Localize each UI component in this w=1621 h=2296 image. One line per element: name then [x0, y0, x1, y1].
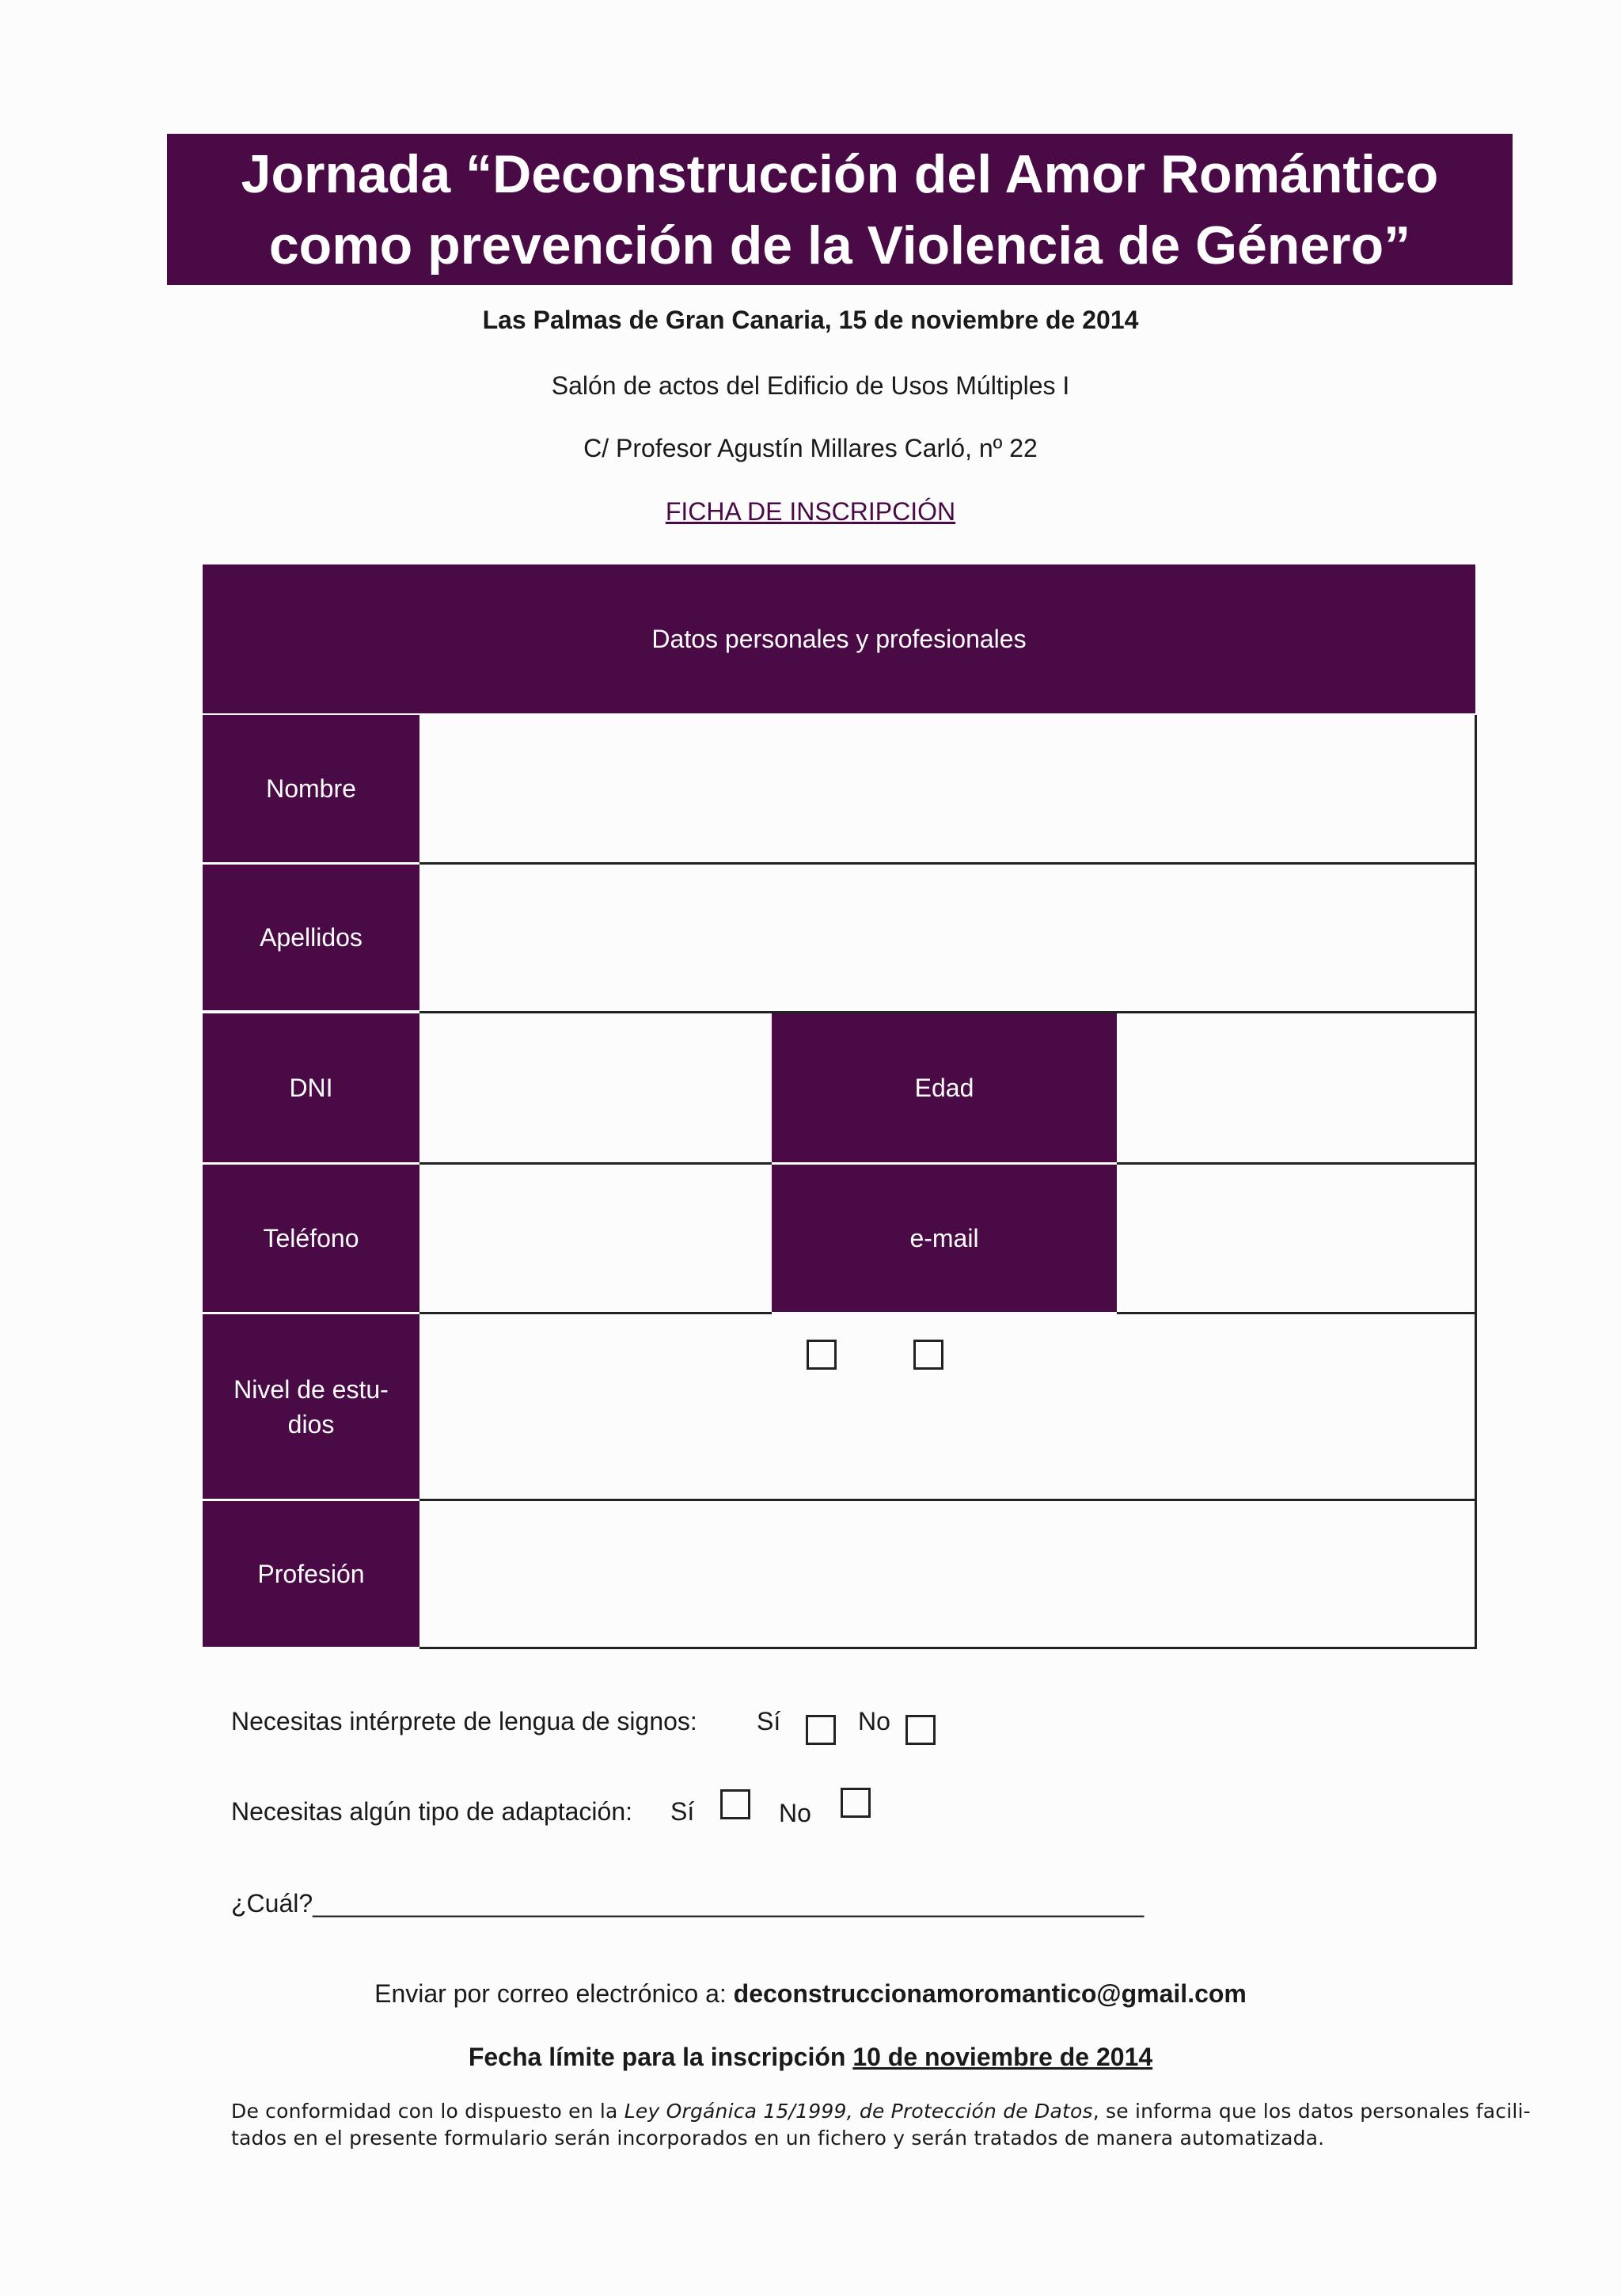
send-instructions: [0, 1979, 1621, 2009]
nivel-estudios-field: [419, 1314, 1477, 1501]
label-email: e-mail: [772, 1165, 1117, 1312]
interprete-si-checkbox[interactable]: [806, 1715, 836, 1745]
deadline-prefix: Fecha límite para la inscripción: [468, 2043, 846, 2071]
legal-line-2: tados en el presente formulario serán incorporados en un fichero y serán tratados de manera automatizada.: [231, 2127, 1325, 2150]
nivel-estudios-checkbox-1[interactable]: [807, 1340, 837, 1370]
label-nombre: Nombre: [203, 715, 419, 862]
profesion-field[interactable]: [419, 1501, 1477, 1649]
adaptacion-si-checkbox[interactable]: [720, 1789, 750, 1819]
adaptacion-no-checkbox[interactable]: [841, 1788, 871, 1818]
form-title: FICHA DE INSCRIPCIÓN: [665, 497, 956, 526]
dni-field[interactable]: [419, 1013, 772, 1165]
legal-part-1: De conformidad con lo dispuesto en la: [231, 2100, 618, 2123]
label-nivel-estudios: [203, 1314, 419, 1499]
deadline-date: 10 de noviembre de 2014: [852, 2043, 1153, 2071]
nombre-field[interactable]: [419, 715, 1477, 865]
nivel-estudios-checkbox-2[interactable]: [913, 1340, 943, 1370]
adaptacion-question: Necesitas algún tipo de adaptación:: [231, 1797, 633, 1826]
label-nivel-line-2: dios: [287, 1409, 335, 1439]
label-nivel-line-1: Nivel de estu-: [233, 1374, 389, 1404]
contact-email[interactable]: deconstruccionamoromantico@gmail.com: [733, 1979, 1247, 2008]
interprete-no-checkbox[interactable]: [905, 1715, 936, 1745]
legal-law-name: Ley Orgánica 15/1999, de Protección de Datos: [624, 2100, 1093, 2123]
legal-part-2: , se informa que los datos personales facili-: [1092, 2100, 1531, 2123]
event-place-date: Las Palmas de Gran Canaria, 15 de noviembre de 2014: [482, 306, 1139, 334]
email-field[interactable]: [1117, 1165, 1477, 1314]
interprete-no-label: No: [858, 1707, 890, 1735]
form-section-header: Datos personales y profesionales: [203, 564, 1475, 713]
adaptacion-no-label: No: [779, 1799, 811, 1827]
legal-notice: [231, 2098, 1531, 2152]
send-prefix: Enviar por correo electrónico a:: [374, 1979, 727, 2008]
event-title-line-2: como prevención de la Violencia de Género”: [268, 215, 1411, 276]
deadline: [0, 2043, 1621, 2072]
event-address: C/ Profesor Agustín Millares Carló, nº 22: [583, 434, 1038, 462]
label-profesion: Profesión: [203, 1501, 419, 1647]
apellidos-field[interactable]: [419, 865, 1477, 1013]
edad-field[interactable]: [1117, 1013, 1477, 1165]
adaptacion-si-label: Sí: [670, 1797, 695, 1826]
telefono-field[interactable]: [419, 1165, 772, 1314]
interprete-si-label: Sí: [757, 1707, 781, 1735]
cual-field[interactable]: ¿Cuál?___________________________________________________________: [231, 1889, 1145, 1918]
label-dni: DNI: [203, 1013, 419, 1162]
label-apellidos: Apellidos: [203, 865, 419, 1010]
event-venue: Salón de actos del Edificio de Usos Múltiples I: [551, 371, 1070, 400]
label-telefono: Teléfono: [203, 1165, 419, 1312]
label-edad: Edad: [772, 1013, 1117, 1162]
event-title-line-1: Jornada “Deconstrucción del Amor Romántico: [241, 144, 1439, 204]
interprete-question: Necesitas intérprete de lengua de signos:: [231, 1707, 697, 1735]
event-title-banner: [167, 134, 1513, 285]
